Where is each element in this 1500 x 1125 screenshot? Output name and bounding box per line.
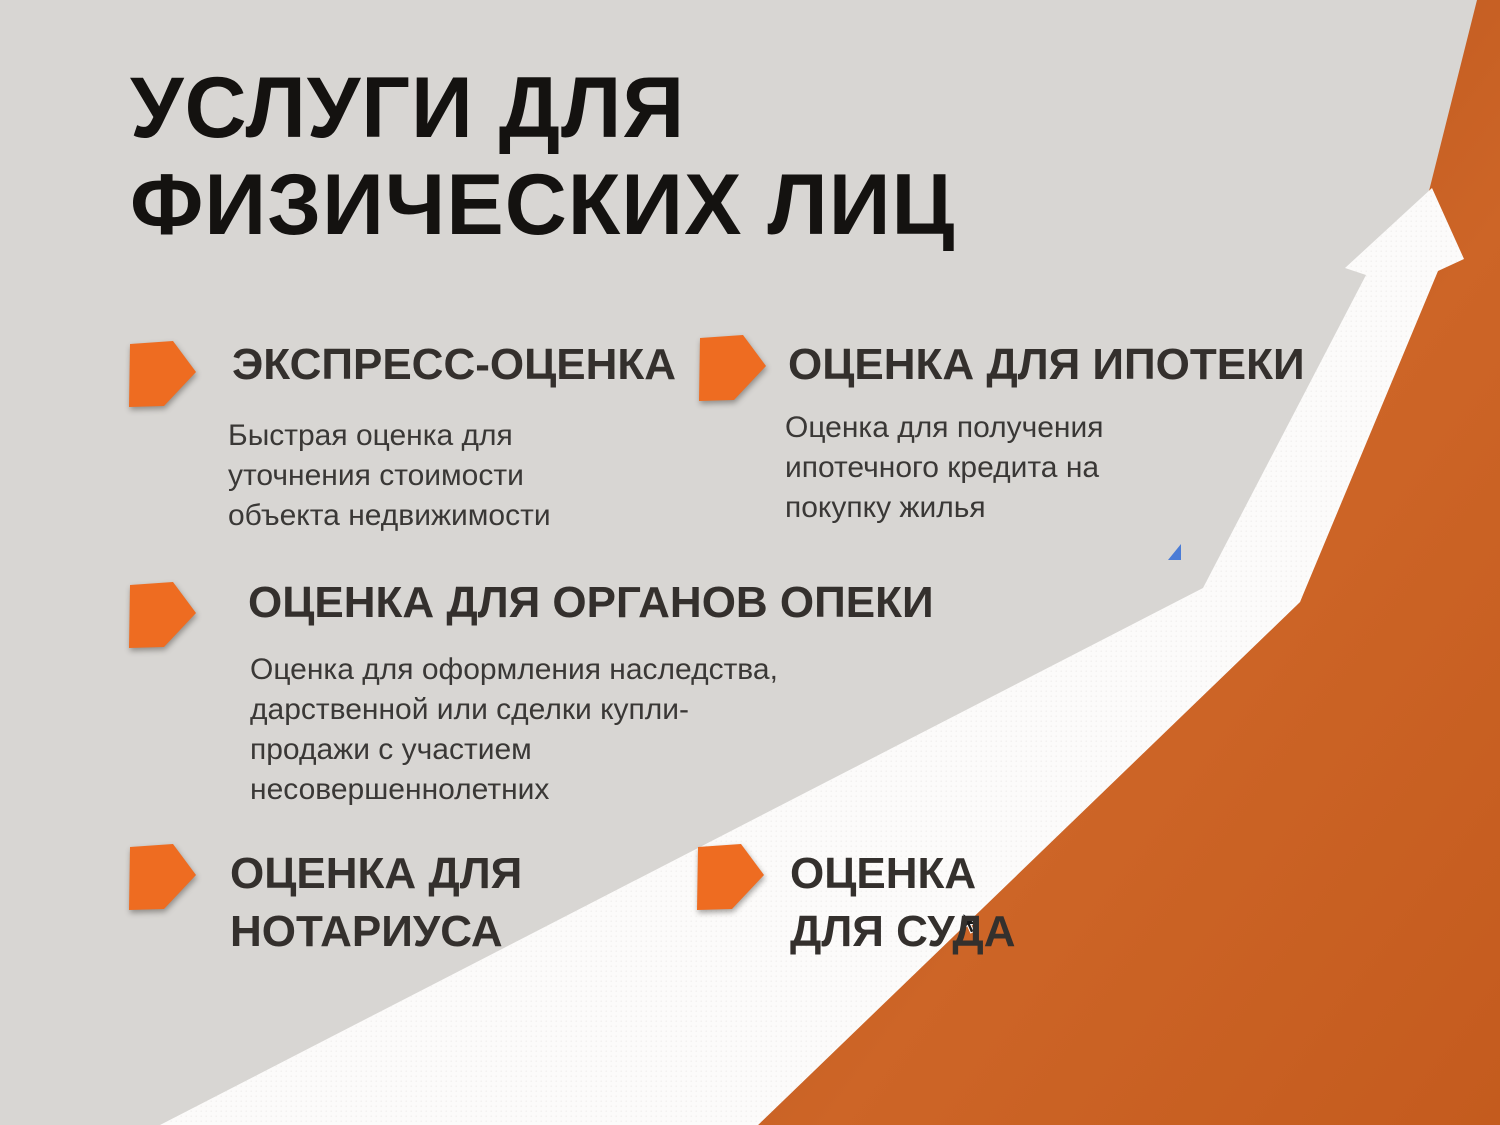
page-title-line-2: ФИЗИЧЕСКИХ ЛИЦ	[130, 157, 956, 253]
body-line: ипотечного кредита на	[785, 451, 1100, 484]
section-express-heading: ЭКСПРЕСС-ОЦЕНКА	[232, 340, 676, 389]
section-express-body	[228, 416, 551, 536]
body-line: Оценка для получения	[785, 411, 1104, 444]
arrow-bullet-icon	[128, 581, 196, 649]
heading-line: НОТАРИУСА	[230, 907, 503, 956]
body-line: объекта недвижимости	[228, 499, 551, 532]
body-line: Быстрая оценка для	[228, 419, 513, 452]
section-mortgage-heading: ОЦЕНКА ДЛЯ ИПОТЕКИ	[788, 340, 1305, 389]
section-court-heading	[790, 845, 1016, 961]
section-guardianship-body	[250, 650, 778, 810]
heading-line: ОЦЕНКА	[790, 849, 977, 898]
heading-line: ДЛЯ СУДА	[790, 907, 1016, 956]
heading-line: ОЦЕНКА ДЛЯ	[230, 849, 523, 898]
body-line: уточнения стоимости	[228, 459, 524, 492]
section-mortgage-body	[785, 408, 1104, 528]
arrow-bullet-icon	[128, 340, 196, 408]
body-line: несовершеннолетних	[250, 773, 550, 806]
arrow-bullet-icon	[696, 843, 764, 911]
body-line: покупку жилья	[785, 491, 986, 524]
body-line: дарственной или сделки купли-	[250, 693, 690, 726]
body-line: Оценка для оформления наследства,	[250, 653, 778, 686]
section-guardianship-heading: ОЦЕНКА ДЛЯ ОРГАНОВ ОПЕКИ	[248, 578, 934, 627]
section-notary-heading	[230, 845, 522, 961]
arrow-bullet-icon	[698, 334, 766, 402]
page-title-line-1: УСЛУГИ ДЛЯ	[130, 60, 686, 156]
page-title	[130, 60, 955, 254]
arrow-bullet-icon	[128, 843, 196, 911]
body-line: продажи с участием	[250, 733, 532, 766]
